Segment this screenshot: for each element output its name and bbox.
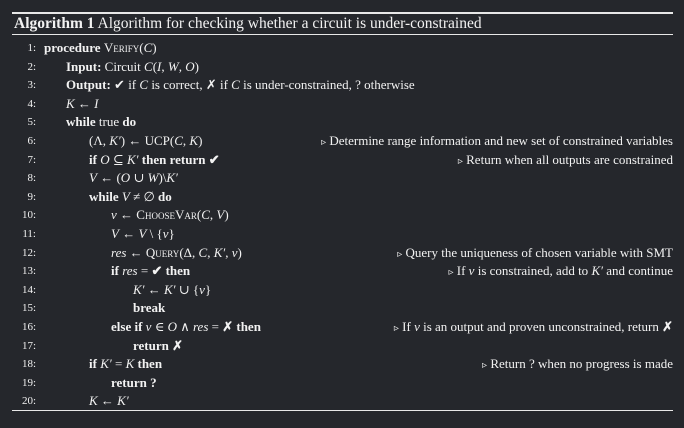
line-number: 2:: [27, 60, 36, 73]
algorithm-line: [0, 392, 684, 411]
code-token: ∈: [151, 318, 168, 334]
code-token: Verify: [103, 40, 140, 55]
code-token: ): [152, 40, 157, 55]
comment-token: is constrained, add to: [474, 263, 592, 279]
code-token: res: [192, 318, 209, 334]
comment-triangle-icon: ▹: [393, 322, 399, 334]
code-token: while: [89, 188, 122, 204]
code-token: V: [121, 188, 130, 204]
code-token: procedure: [44, 40, 104, 55]
code-token: ✔ then: [151, 263, 191, 279]
code-token: =: [208, 318, 223, 334]
code-token: W: [167, 58, 179, 74]
line-code: [89, 169, 178, 188]
code-token: do: [158, 188, 172, 204]
comment-token: If: [456, 263, 469, 279]
comment-token: and continue: [602, 263, 673, 279]
code-token: ←: [118, 225, 139, 241]
code-token: C: [198, 244, 208, 260]
code-token: O: [120, 170, 131, 186]
line-code: [89, 132, 202, 151]
code-token: do: [122, 114, 137, 130]
comment-token: Query the uniqueness of chosen variable with SMT: [405, 244, 673, 260]
code-token: V: [216, 207, 225, 223]
code-token: is correct, ✗ if: [148, 77, 232, 93]
code-token: (: [139, 40, 144, 55]
algorithm-line: [0, 374, 684, 393]
code-token: K: [125, 356, 135, 372]
line-number: 5:: [27, 116, 36, 129]
algorithm-line: [0, 299, 684, 318]
algorithm-line: [0, 281, 684, 300]
line-number: 19:: [21, 376, 36, 389]
code-token: ): [194, 58, 199, 74]
line-number: 15:: [21, 302, 36, 315]
code-token: ,: [182, 132, 190, 148]
algorithm-line: [0, 355, 684, 374]
code-token: ,: [209, 207, 217, 223]
code-token: C: [143, 40, 153, 55]
code-token: if: [89, 356, 101, 372]
code-token: ✔ if: [114, 77, 140, 93]
algorithm-line: [0, 169, 684, 188]
code-token: ∪: [130, 170, 148, 186]
code-token: =: [111, 356, 126, 372]
code-token: Circuit: [104, 58, 145, 74]
code-token: }: [168, 225, 175, 241]
code-token: ←: [74, 95, 95, 111]
code-token: W: [147, 170, 159, 186]
code-token: O: [167, 318, 177, 334]
code-token: if: [111, 263, 123, 279]
code-token: (Λ,: [89, 132, 110, 148]
code-token: (: [196, 207, 202, 223]
code-token: ,: [178, 58, 186, 74]
code-token: ,: [207, 244, 214, 260]
code-token: ←: [97, 393, 118, 409]
line-code: [89, 188, 172, 207]
line-code: [111, 225, 175, 244]
code-token: ChooseVar: [136, 207, 197, 223]
comment-token: Return ? when no progress is made: [490, 356, 673, 372]
code-token: ): [198, 132, 203, 148]
line-code: [44, 39, 157, 58]
line-comment: [458, 151, 673, 172]
line-code: [66, 76, 415, 95]
code-token: C: [144, 58, 153, 74]
algorithm-line: [0, 206, 684, 225]
line-code: [66, 95, 99, 114]
line-number: 3:: [27, 79, 36, 92]
algorithm-line: [0, 225, 684, 244]
algorithm-line: [0, 244, 684, 263]
code-token: )\: [158, 170, 167, 186]
code-token: C: [139, 77, 149, 93]
line-code: [111, 374, 157, 393]
code-token: if: [89, 151, 101, 167]
code-token: res: [111, 244, 127, 260]
code-token: K′: [117, 393, 129, 409]
algorithm-line: [0, 188, 684, 207]
code-token: K: [189, 132, 199, 148]
code-token: ← (: [96, 170, 121, 186]
algorithm-caption: [14, 14, 482, 34]
line-number: 11:: [22, 227, 36, 240]
line-code: [111, 244, 242, 263]
line-code: [89, 151, 220, 170]
comment-token: ✗: [662, 318, 673, 334]
line-number: 13:: [21, 265, 36, 278]
code-token: C: [201, 207, 210, 223]
code-token: K′: [109, 132, 121, 148]
line-code: [111, 206, 229, 225]
comment-token: If: [402, 318, 415, 334]
code-token: else if: [111, 318, 146, 334]
comment-triangle-icon: ▹: [457, 155, 463, 167]
code-token: res: [122, 263, 138, 279]
code-token: V: [111, 225, 119, 241]
code-token: =: [137, 263, 152, 279]
line-number: 4:: [27, 97, 36, 110]
line-number: 17:: [21, 339, 36, 352]
line-number: 1:: [27, 42, 36, 54]
comment-triangle-icon: ▹: [397, 248, 403, 260]
code-token: v: [162, 225, 169, 241]
algorithm-line: [0, 262, 684, 281]
code-token: return ?: [111, 374, 157, 390]
caption-rule: [12, 34, 673, 35]
line-number: 9:: [27, 190, 36, 203]
code-token: ≠ ∅: [129, 188, 159, 204]
comment-token: is an output and proven unconstrained, return: [419, 318, 663, 334]
line-comment: [321, 132, 673, 153]
code-token: V: [138, 225, 147, 241]
algorithm-line: [0, 318, 684, 337]
code-token: K′: [100, 356, 112, 372]
code-token: K′: [166, 170, 178, 186]
algorithm-line: [0, 113, 684, 132]
code-token: \ {: [146, 225, 163, 241]
algorithm-title: Algorithm for checking whether a circuit is under-constrained: [97, 15, 482, 32]
code-token: then return ✔: [138, 151, 220, 167]
code-token: ) ← UCP(: [120, 132, 175, 148]
line-number: 18:: [21, 358, 36, 371]
code-token: (: [152, 58, 158, 74]
comment-triangle-icon: ▹: [482, 360, 488, 372]
comment-token: v: [414, 318, 420, 334]
code-token: ∧: [176, 318, 193, 334]
comment-triangle-icon: ▹: [448, 267, 454, 279]
code-token: K′: [164, 281, 176, 297]
code-token: ): [237, 244, 242, 260]
algorithm-label: Algorithm 1: [14, 15, 95, 32]
code-token: v: [111, 207, 117, 223]
code-token: Output:: [66, 77, 115, 93]
code-token: ✗ then: [222, 318, 261, 334]
comment-token: v: [468, 263, 475, 279]
code-token: K: [66, 95, 75, 111]
code-token: ←: [144, 281, 165, 297]
line-comment: [448, 262, 673, 283]
comment-token: Return when all outputs are constrained: [466, 151, 673, 167]
code-token: K′: [213, 244, 226, 260]
comment-token: K′: [591, 263, 603, 279]
line-code: [111, 262, 190, 281]
code-token: K: [89, 393, 98, 409]
bottom-rule: [12, 410, 673, 411]
line-comment: [397, 244, 673, 265]
line-comment: [394, 318, 673, 339]
algorithm-body: [0, 39, 684, 411]
code-token: V: [89, 170, 97, 186]
line-code: [89, 392, 129, 411]
line-code: [89, 355, 162, 374]
code-token: break: [133, 300, 166, 316]
code-token: then: [134, 356, 163, 372]
line-number: 6:: [27, 134, 36, 147]
code-token: K′: [127, 151, 139, 167]
algorithm-line: [0, 95, 684, 114]
code-token: (Δ,: [179, 244, 199, 260]
code-token: ←: [126, 244, 146, 260]
line-number: 14:: [21, 283, 36, 296]
code-token: v: [231, 244, 238, 260]
line-comment: [482, 355, 673, 376]
code-token: ⊆: [109, 151, 127, 167]
code-token: O: [185, 58, 195, 74]
code-token: return ✗: [133, 337, 184, 353]
algorithm-line: [0, 58, 684, 77]
algorithm-line: [0, 76, 684, 95]
line-number: 8:: [27, 172, 36, 185]
line-code: [66, 113, 136, 132]
code-token: K′: [133, 281, 145, 297]
code-token: C: [231, 77, 240, 93]
comment-token: Determine range information and new set of constrained variables: [329, 132, 673, 148]
code-token: ): [224, 207, 229, 223]
line-number: 20:: [21, 395, 36, 408]
code-token: I: [157, 58, 162, 74]
code-token: v: [199, 281, 205, 297]
algorithm-line: [0, 39, 684, 58]
line-number: 10:: [21, 209, 36, 222]
code-token: }: [204, 281, 212, 297]
code-token: is under-constrained, ? otherwise: [239, 77, 415, 93]
line-code: [133, 281, 211, 300]
code-token: Query: [145, 244, 180, 260]
code-token: C: [174, 132, 183, 148]
algorithm-line: [0, 132, 684, 151]
code-token: I: [94, 95, 99, 111]
code-token: while: [66, 114, 99, 130]
code-token: O: [100, 151, 110, 167]
line-code: [133, 299, 165, 318]
comment-triangle-icon: ▹: [321, 136, 327, 148]
line-number: 12:: [21, 246, 36, 259]
code-token: ←: [116, 207, 137, 223]
line-number: 7:: [27, 153, 36, 166]
code-token: ,: [225, 244, 232, 260]
line-code: [133, 337, 183, 356]
code-token: v: [145, 318, 152, 334]
line-number: 16:: [21, 320, 36, 333]
code-token: true: [98, 114, 123, 130]
code-token: ,: [161, 58, 168, 74]
algorithm-line: [0, 337, 684, 356]
code-token: ∪ {: [175, 281, 200, 297]
code-token: Input:: [66, 58, 105, 74]
algorithm-line: [0, 151, 684, 170]
line-code: [66, 58, 199, 77]
line-code: [111, 318, 261, 337]
